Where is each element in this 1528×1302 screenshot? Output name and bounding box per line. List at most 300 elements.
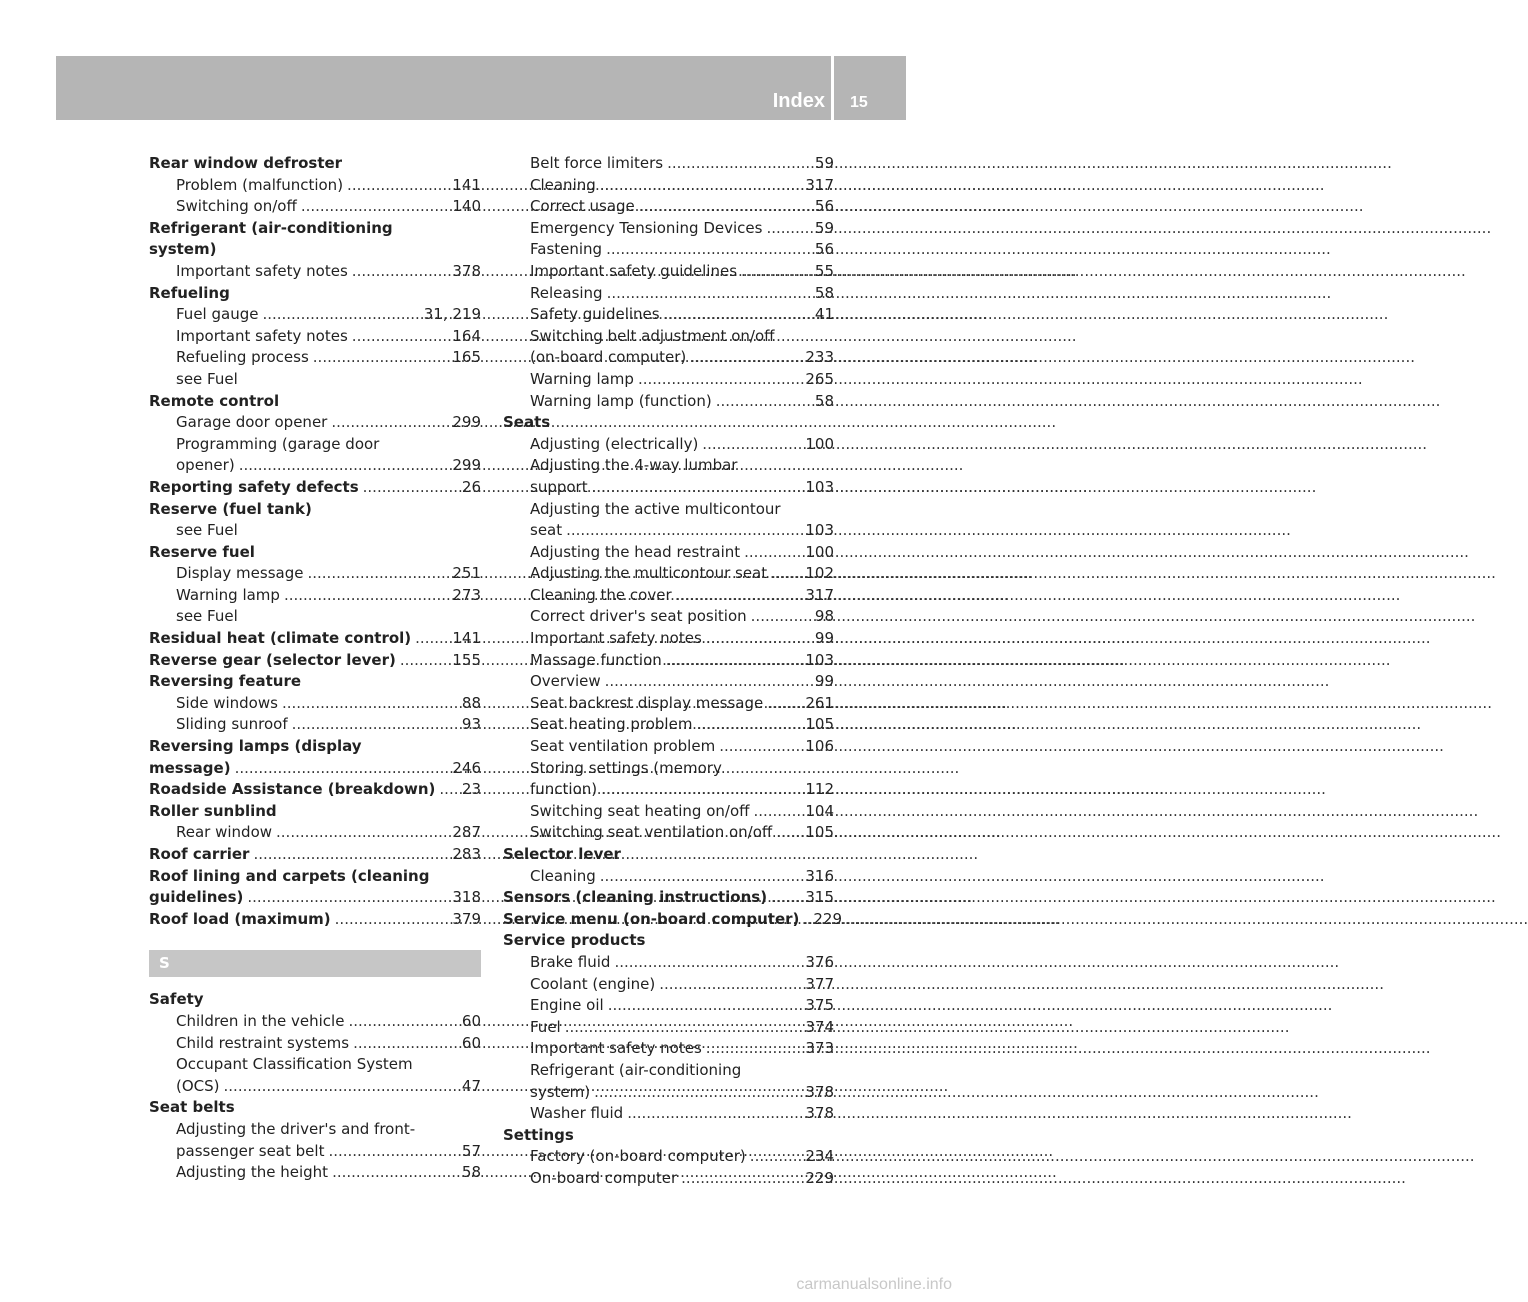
page-reference: 165 (452, 348, 481, 367)
entry-text: Remote control (149, 391, 280, 410)
page-reference: 105 (805, 715, 834, 734)
page-reference: 283 (452, 845, 481, 863)
entry-text: Washer fluid (530, 1104, 624, 1123)
entry-text: Refueling (149, 283, 230, 302)
entry-text: Switching seat heating on/off (530, 801, 750, 820)
page-reference: 377 (805, 974, 834, 993)
index-entry (149, 499, 481, 521)
index-entry (149, 801, 481, 823)
dot-leader (601, 779, 801, 801)
dot-leader (751, 606, 811, 628)
index-subentry (503, 974, 834, 996)
entry-text: Safety guidelines (530, 305, 660, 324)
entry-text: Rear window defroster (149, 154, 343, 172)
index-subentry (503, 477, 834, 499)
index-entry (149, 989, 481, 1011)
index-entry (149, 779, 481, 801)
page-reference: 103 (805, 477, 834, 496)
index-entry (149, 283, 481, 305)
page-reference: 31, 219 (423, 305, 481, 324)
index-subentry (503, 369, 834, 391)
entry-text: Reversing feature (149, 672, 302, 691)
index-subentry (503, 175, 834, 197)
page-reference: 99 (814, 672, 834, 691)
page-reference: 56 (814, 197, 834, 216)
entry-text: Refrigerant (air-conditioning (149, 218, 393, 237)
entry-text: Important safety notes (530, 629, 702, 648)
dot-leader (690, 347, 801, 369)
entry-text: message) (149, 758, 231, 777)
index-subentry (503, 261, 834, 283)
index-subentry (149, 822, 481, 844)
index-subentry (503, 239, 834, 261)
entry-text: Reporting safety defects (149, 477, 359, 496)
index-subentry (503, 499, 834, 521)
page-reference: 318 (452, 888, 481, 907)
entry-text: Switching seat ventilation on/off (530, 823, 773, 842)
entry-text: Seats (503, 413, 551, 432)
index-subentry (149, 585, 481, 607)
index-subentry (149, 261, 481, 283)
page-reference: 105 (805, 823, 834, 842)
index-subentry (503, 1060, 834, 1082)
index-subentry (503, 801, 834, 823)
page-reference: 106 (805, 737, 834, 756)
index-subentry (149, 520, 481, 542)
page-reference: 164 (452, 326, 481, 345)
dot-leader (253, 844, 448, 866)
page-reference: 251 (452, 564, 481, 583)
dot-leader (627, 1103, 801, 1125)
entry-text: see Fuel (176, 607, 238, 626)
page-number: 15 (850, 94, 868, 111)
index-subentry (503, 1082, 834, 1104)
index-subentry (503, 391, 834, 413)
page-reference: 155 (452, 650, 481, 669)
page-reference: 373 (805, 1039, 834, 1058)
dot-leader (741, 261, 811, 283)
index-subentry (503, 758, 834, 780)
index-subentry (503, 1017, 834, 1039)
entry-text: Service products (503, 931, 646, 950)
dot-leader (702, 434, 801, 456)
entry-text: Sensors (cleaning instructions) (503, 888, 768, 907)
page-reference: 23 (461, 780, 481, 799)
entry-text: Brake fluid (530, 952, 611, 971)
dot-leader (284, 585, 448, 607)
page-reference: 265 (805, 369, 834, 388)
index-subentry (149, 1162, 481, 1184)
dot-leader (608, 995, 802, 1017)
entry-text: Adjusting the 4-way lumbar (530, 456, 738, 475)
entry-text: Occupant Classification System (176, 1055, 413, 1074)
index-subentry (149, 434, 481, 456)
page-reference: 103 (805, 650, 834, 669)
index-subentry (503, 866, 834, 888)
page-reference: 273 (452, 585, 481, 604)
dot-leader (235, 758, 449, 780)
index-subentry (503, 455, 834, 477)
dot-leader (347, 175, 448, 197)
dot-leader (262, 304, 419, 326)
index-entry (503, 844, 834, 866)
dot-leader (276, 822, 448, 844)
index-subentry (503, 952, 834, 974)
entry-text: Important safety guidelines (530, 261, 738, 280)
index-subentry (149, 347, 481, 369)
index-entry (149, 887, 481, 909)
index-subentry (503, 218, 834, 240)
index-subentry (503, 434, 834, 456)
index-subentry (503, 1146, 834, 1168)
index-entry (149, 239, 481, 261)
page-reference: 376 (805, 952, 834, 971)
index-entry (149, 866, 481, 888)
index-subentry (149, 326, 481, 348)
dot-leader (706, 1038, 802, 1060)
entry-text: function) (530, 780, 598, 799)
index-subentry (503, 542, 834, 564)
page-reference: 112 (805, 780, 834, 799)
dot-leader (606, 239, 811, 261)
index-entry (503, 412, 834, 434)
page-reference: 374 (805, 1017, 834, 1036)
page-reference: 378 (805, 1082, 834, 1101)
entry-text: seat (530, 521, 563, 540)
index-subentry (503, 736, 834, 758)
page-reference: 379 (452, 909, 481, 928)
page-reference: 59 (814, 154, 834, 172)
index-entry (149, 542, 481, 564)
page-reference: 47 (461, 1076, 481, 1095)
dot-leader (353, 1033, 458, 1055)
index-entry (149, 909, 481, 931)
dot-leader (607, 283, 811, 305)
page-reference: 103 (805, 521, 834, 540)
dot-leader (352, 261, 449, 283)
dot-leader (753, 801, 801, 823)
entry-text: Reverse gear (selector lever) (149, 650, 396, 669)
dot-leader (328, 1141, 457, 1163)
entry-text: opener) (176, 456, 235, 475)
dot-leader (659, 974, 801, 996)
entry-text: system) (530, 1082, 591, 1101)
dot-leader (706, 628, 811, 650)
entry-text: passenger seat belt (176, 1141, 325, 1160)
dot-leader (614, 952, 801, 974)
page-reference: 60 (461, 1033, 481, 1052)
dot-leader (348, 1011, 457, 1033)
index-subentry (503, 347, 834, 369)
dot-leader (439, 779, 458, 801)
entry-text: Roof carrier (149, 845, 250, 863)
dot-leader (594, 1082, 801, 1104)
entry-text: Cleaning (530, 866, 596, 885)
page-reference: 100 (805, 542, 834, 561)
entry-text: Seat backrest display message (530, 693, 764, 712)
entry-text: Correct driver's seat position (530, 607, 747, 626)
dot-leader (335, 909, 449, 931)
index-subentry (503, 1038, 834, 1060)
entry-text: Reversing lamps (display (149, 737, 362, 756)
index-subentry (149, 563, 481, 585)
page-reference: 316 (805, 866, 834, 885)
dot-leader (696, 714, 801, 736)
watermark: carmanualsonline.info (796, 1276, 952, 1293)
index-subentry (149, 1141, 481, 1163)
index-entry (149, 628, 481, 650)
page-reference: 93 (461, 715, 481, 734)
entry-text: Cleaning the cover (530, 585, 672, 604)
entry-text: Rear window (176, 823, 273, 842)
page-reference: 299 (452, 413, 481, 432)
page-reference: 57 (461, 1141, 481, 1160)
page-title: Index (772, 90, 825, 112)
page-reference: 317 (805, 585, 834, 604)
entry-text: Adjusting the active multicontour (530, 499, 781, 518)
index-subentry (503, 995, 834, 1017)
page-reference: 55 (814, 261, 834, 280)
index-subentry (503, 1168, 834, 1190)
entry-text: Children in the vehicle (176, 1011, 345, 1030)
page-reference: 317 (805, 175, 834, 194)
entry-text: system) (149, 240, 217, 259)
index-subentry (503, 520, 834, 542)
entry-text: Releasing (530, 283, 603, 302)
index-entry (149, 477, 481, 499)
dot-leader (600, 866, 802, 888)
dot-leader (331, 412, 448, 434)
page-reference: 375 (805, 996, 834, 1015)
dot-leader (776, 822, 801, 844)
entry-text: Display message (176, 564, 304, 583)
index-subentry (149, 369, 481, 391)
dot-leader (282, 693, 458, 715)
index-subentry (503, 822, 834, 844)
dot-leader (600, 175, 802, 197)
entry-text: Roof load (maximum) (149, 909, 331, 928)
page-reference: 140 (452, 197, 481, 216)
page-reference: 104 (805, 801, 834, 820)
entry-text: Important safety notes (530, 1039, 702, 1058)
index-subentry (149, 693, 481, 715)
entry-text: Warning lamp (function) (530, 391, 712, 410)
index-subentry (503, 196, 834, 218)
index-entry (149, 218, 481, 240)
page-reference: 102 (805, 564, 834, 583)
index-subentry (503, 563, 834, 585)
entry-text: Settings (503, 1125, 574, 1144)
page-reference: 58 (814, 391, 834, 410)
index-subentry (149, 1054, 481, 1076)
index-entry (149, 758, 481, 780)
page-reference: 41 (814, 305, 834, 324)
entry-text: Coolant (engine) (530, 974, 656, 993)
dot-leader (771, 887, 801, 909)
entry-text: Fuel (530, 1017, 561, 1036)
entry-text: Roof lining and carpets (cleaning (149, 866, 430, 885)
dot-leader (767, 693, 801, 715)
index-column-right (503, 153, 843, 1190)
page-reference: 246 (452, 758, 481, 777)
entry-text: Adjusting the height (176, 1163, 329, 1182)
page-reference: 233 (805, 348, 834, 367)
header-divider (831, 56, 834, 120)
index-entry (503, 930, 834, 952)
index-subentry (149, 1033, 481, 1055)
entry-text: (on-board computer) (530, 348, 687, 367)
entry-text: Refueling process (176, 348, 309, 367)
dot-leader (667, 153, 811, 175)
index-entry (149, 671, 481, 693)
entry-text: Adjusting the head restraint (530, 542, 741, 561)
index-subentry (149, 1011, 481, 1033)
dot-leader (639, 196, 811, 218)
dot-leader (716, 391, 811, 413)
page-reference: 299 (452, 456, 481, 475)
index-subentry (149, 412, 481, 434)
entry-text: Cleaning (530, 175, 596, 194)
dot-leader (239, 455, 449, 477)
index-subentry (503, 304, 834, 326)
index-subentry (149, 1119, 481, 1141)
index-entry (149, 650, 481, 672)
page-reference: 378 (805, 1104, 834, 1123)
entry-text: Reserve (fuel tank) (149, 499, 312, 518)
dot-leader (681, 1168, 801, 1190)
entry-text: (OCS) (176, 1076, 220, 1095)
dot-leader (415, 628, 448, 650)
dot-leader (803, 909, 809, 931)
page-reference: 100 (805, 434, 834, 453)
dot-leader (566, 520, 801, 542)
entry-text: Storing settings (memory (530, 758, 722, 777)
index-subentry (149, 1076, 481, 1098)
index-entry (503, 1125, 834, 1147)
dot-leader (400, 650, 449, 672)
entry-text: support (530, 477, 588, 496)
entry-text: Belt force limiters (530, 154, 664, 172)
index-subentry (503, 671, 834, 693)
index-subentry (503, 585, 834, 607)
dot-leader (332, 1162, 458, 1184)
entry-text: Reserve fuel (149, 542, 255, 561)
entry-text: Problem (malfunction) (176, 175, 344, 194)
dot-leader (301, 196, 449, 218)
index-entry (149, 153, 481, 175)
dot-leader (592, 477, 802, 499)
dot-leader (771, 563, 801, 585)
entry-text: Fastening (530, 240, 603, 259)
entry-text: Fuel gauge (176, 305, 259, 324)
entry-text: Service menu (on-board computer) (503, 909, 800, 928)
entry-text: Safety (149, 990, 204, 1009)
entry-text: Seat heating problem (530, 715, 693, 734)
index-subentry (503, 283, 834, 305)
index-subentry (149, 196, 481, 218)
dot-leader (676, 585, 802, 607)
page-reference: 26 (461, 477, 481, 496)
entry-text: Switching belt adjustment on/off (530, 326, 775, 345)
entry-text: Emergency Tensioning Devices (530, 218, 763, 237)
entry-text: see Fuel (176, 521, 238, 540)
entry-text: Garage door opener (176, 413, 328, 432)
entry-text: Seat belts (149, 1098, 235, 1117)
entry-text: Programming (garage door (176, 434, 380, 453)
index-subentry (149, 714, 481, 736)
index-subentry (503, 693, 834, 715)
dot-leader (744, 542, 801, 564)
index-subentry (149, 606, 481, 628)
page-reference: 315 (805, 888, 834, 907)
dot-leader (565, 1017, 802, 1039)
index-subentry (503, 1103, 834, 1125)
entry-text: see Fuel (176, 369, 238, 388)
index-subentry (503, 650, 834, 672)
entry-text: Seat ventilation problem (530, 737, 716, 756)
entry-text: Adjusting the multicontour seat (530, 564, 768, 583)
index-subentry (503, 779, 834, 801)
index-subentry (149, 175, 481, 197)
index-subentry (149, 304, 481, 326)
page-reference: 60 (461, 1011, 481, 1030)
page-reference: 59 (814, 218, 834, 237)
page-reference: 378 (452, 261, 481, 280)
dot-leader (307, 563, 448, 585)
page-reference: 58 (814, 283, 834, 302)
entry-text: Important safety notes (176, 326, 348, 345)
entry-text: Overview (530, 672, 601, 691)
dot-leader (750, 1146, 802, 1168)
page-reference: 141 (452, 629, 481, 648)
entry-text: Roller sunblind (149, 801, 277, 820)
page-reference: 99 (814, 629, 834, 648)
entry-text: Important safety notes (176, 261, 348, 280)
entry-text: Switching on/off (176, 197, 297, 216)
dot-leader (719, 736, 801, 758)
section-spacer (149, 930, 481, 950)
page-reference: 261 (805, 693, 834, 712)
entry-text: Massage function (530, 650, 662, 669)
page-reference: 141 (452, 175, 481, 194)
index-entry (503, 909, 843, 931)
index-subentry (503, 606, 834, 628)
entry-text: Adjusting the driver's and front- (176, 1119, 416, 1138)
page-reference: 56 (814, 240, 834, 259)
entry-text: Child restraint systems (176, 1033, 350, 1052)
index-entry (149, 736, 481, 758)
dot-leader (313, 347, 449, 369)
page-reference: 229 (805, 1168, 834, 1187)
dot-leader (664, 304, 811, 326)
dot-leader (292, 714, 458, 736)
entry-text: Sliding sunroof (176, 715, 288, 734)
dot-leader (363, 477, 458, 499)
dot-leader (638, 369, 801, 391)
page-reference: 98 (814, 607, 834, 626)
index-entry (149, 1097, 481, 1119)
entry-text: guidelines) (149, 888, 244, 907)
index-subentry (503, 628, 834, 650)
entry-text: Roadside Assistance (breakdown) (149, 780, 436, 799)
dot-leader (666, 650, 802, 672)
page-reference: 58 (461, 1163, 481, 1182)
entry-text: On-board computer (530, 1168, 678, 1187)
page-reference: 88 (461, 693, 481, 712)
entry-text: Selector lever (503, 845, 621, 863)
dot-leader (605, 671, 811, 693)
entry-text: Correct usage (530, 197, 635, 216)
